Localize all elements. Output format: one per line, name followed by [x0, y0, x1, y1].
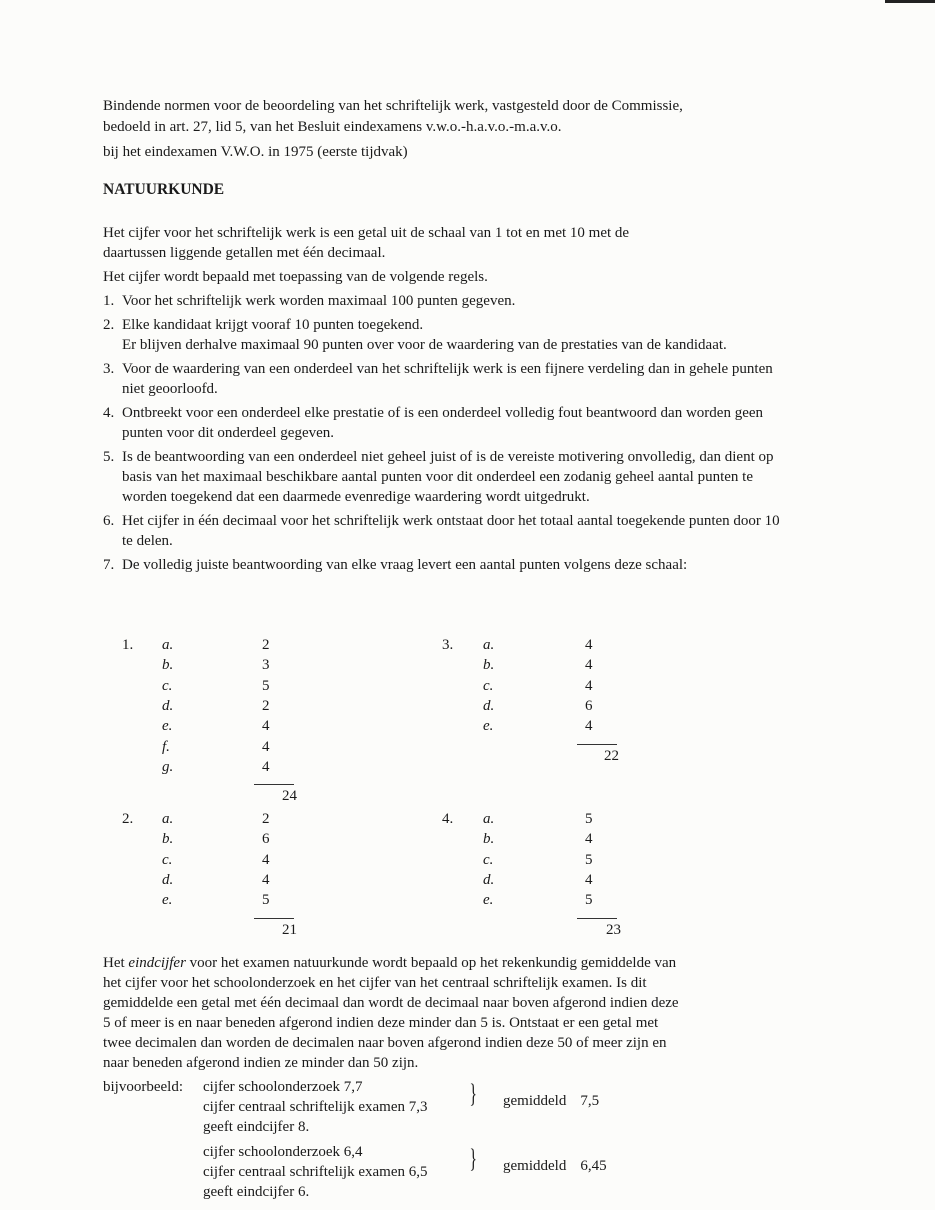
example-2 — [203, 1142, 427, 1202]
conclusion-line-5: twee decimalen dan worden de decimalen naar boven afgerond indien deze 50 of meer zijn en — [103, 1035, 667, 1051]
conclusion-line-1 — [103, 953, 773, 973]
rule-text: Er blijven derhalve maximaal 90 punten over voor de waardering van de prestaties van de kandidaat. — [122, 337, 727, 353]
intro-paragraph — [103, 223, 793, 263]
rules-section — [103, 223, 793, 579]
part-letter: d. — [162, 697, 174, 714]
part-letter: b. — [162, 657, 174, 674]
rule-number: 6. — [103, 513, 115, 529]
question-total: 22 — [604, 747, 619, 764]
part-points: 2 — [262, 811, 270, 827]
rule-item — [103, 403, 793, 443]
sum-line — [254, 918, 294, 919]
rule-number: 4. — [103, 405, 115, 421]
part-letter: a. — [483, 637, 495, 653]
part-letter: c. — [162, 677, 173, 694]
part-points: 5 — [262, 892, 270, 909]
rule-item — [103, 291, 793, 311]
part-points: 5 — [262, 677, 270, 694]
rules-intro: Het cijfer wordt bepaald met toepassing van de volgende regels. — [103, 269, 488, 285]
part-letter: c. — [162, 851, 173, 868]
conclusion-line-2: het cijfer voor het schoolonderzoek en het cijfer van het centraal schriftelijk examen. Is dit — [103, 975, 647, 991]
part-letter: e. — [162, 718, 173, 735]
part-points: 4 — [585, 871, 593, 888]
part-letter: d. — [483, 697, 495, 714]
question-number: 4. — [442, 811, 454, 827]
part-letter: b. — [483, 831, 495, 848]
part-points: 2 — [262, 637, 270, 653]
scan-edge-mark — [885, 0, 935, 3]
sum-line — [577, 744, 617, 745]
intro-line-b: daartussen liggende getallen met één decimaal. — [103, 245, 386, 261]
part-letter: d. — [162, 871, 174, 888]
example-1-central: cijfer centraal schriftelijk examen 7,3 — [203, 1099, 428, 1115]
example-1-avg-label: gemiddeld — [503, 1093, 567, 1109]
part-letter: c. — [483, 851, 494, 868]
example-2-central: cijfer centraal schriftelijk examen 6,5 — [203, 1164, 428, 1180]
part-letter: b. — [483, 657, 495, 674]
part-points: 4 — [262, 738, 270, 755]
header-line-1: Bindende normen voor de beoordeling van het schriftelijk werk, vastgesteld door de Commissie, — [103, 98, 683, 114]
conclusion-line-6: naar beneden afgerond indien ze minder dan 50 zijn. — [103, 1055, 419, 1071]
rule-text: Elke kandidaat krijgt vooraf 10 punten toegekend. — [122, 317, 424, 333]
emphasis-eindcijfer: eindcijfer — [128, 955, 186, 971]
part-points: 6 — [262, 831, 270, 848]
part-points: 4 — [262, 758, 270, 775]
question-total: 21 — [282, 921, 297, 938]
example-2-avg-value: 6,45 — [580, 1158, 607, 1174]
part-points: 4 — [585, 677, 593, 694]
example-label: bijvoorbeeld: — [103, 1079, 183, 1095]
example-1-brace: } — [469, 1079, 477, 1108]
part-letter: g. — [162, 758, 174, 775]
rule-text: Het cijfer in één decimaal voor het schriftelijk werk ontstaat door het totaal aantal toegekende punten door 10 te delen. — [122, 513, 780, 549]
header-line-2: bedoeld in art. 27, lid 5, van het Besluit eindexamens v.w.o.-h.a.v.o.-m.a.v.o. — [103, 119, 562, 135]
sum-line — [577, 918, 617, 919]
rule-item — [103, 511, 793, 551]
example-1-average — [503, 1091, 599, 1111]
example-2-avg-label: gemiddeld — [503, 1158, 567, 1174]
rule-number: 7. — [103, 557, 115, 573]
rule-number: 2. — [103, 317, 115, 333]
rule-text: De volledig juiste beantwoording van elke vraag levert een aantal punten volgens deze schaal: — [122, 557, 688, 573]
conclusion-line-3: gemiddelde een getal met één decimaal dan wordt de decimaal naar boven afgerond indien deze — [103, 995, 679, 1011]
part-letter: a. — [162, 637, 174, 653]
conclusion-line-1-start: Het — [103, 955, 129, 971]
part-points: 4 — [262, 871, 270, 888]
part-points: 4 — [585, 637, 593, 653]
rule-number: 1. — [103, 293, 115, 309]
part-letter: f. — [162, 738, 170, 755]
rule-text: Ontbreekt voor een onderdeel elke prestatie of is een onderdeel volledig fout beantwoord dan worden geen punten voor dit onderdeel gegeven. — [122, 405, 764, 441]
question-total: 24 — [282, 788, 297, 805]
example-2-average — [503, 1156, 607, 1176]
part-letter: b. — [162, 831, 174, 848]
rule-item — [103, 315, 793, 355]
example-2-brace: } — [469, 1144, 477, 1173]
part-points: 5 — [585, 811, 593, 827]
part-letter: d. — [483, 871, 495, 888]
part-points: 5 — [585, 851, 593, 868]
part-points: 2 — [262, 697, 270, 714]
part-letter: e. — [483, 718, 494, 735]
part-points: 6 — [585, 697, 593, 714]
rule-item — [103, 359, 793, 399]
rules-list — [103, 291, 793, 575]
part-letter: c. — [483, 677, 494, 694]
example-2-result: geeft eindcijfer 6. — [203, 1184, 310, 1200]
example-1-school: cijfer schoolonderzoek 7,7 — [203, 1079, 363, 1095]
rule-text: Voor de waardering van een onderdeel van het schriftelijk werk is een fijnere verdeling dan in gehele punten niet geoorloofd. — [122, 361, 773, 397]
question-total: 23 — [606, 921, 621, 938]
intro-line-a: Het cijfer voor het schriftelijk werk is een getal uit de schaal van 1 tot en met 10 met de — [103, 225, 630, 241]
rule-item — [103, 447, 793, 507]
part-letter: e. — [483, 892, 494, 909]
rule-number: 3. — [103, 361, 115, 377]
header-line-3: bij het eindexamen V.W.O. in 1975 (eerste tijdvak) — [103, 144, 408, 160]
document-header — [103, 96, 803, 163]
question-number: 1. — [122, 637, 134, 653]
example-1 — [203, 1077, 427, 1137]
conclusion-paragraph — [103, 953, 773, 1073]
question-number: 2. — [122, 811, 134, 827]
part-points: 4 — [585, 657, 593, 674]
conclusion-line-1-end: voor het examen natuurkunde wordt bepaald op het rekenkundig gemiddelde van — [185, 955, 677, 971]
part-points: 4 — [585, 831, 593, 848]
example-1-avg-value: 7,5 — [580, 1093, 600, 1109]
rule-text: Is de beantwoording van een onderdeel niet geheel juist of is de vereiste motivering onvolledig, dan dient op basis van het maximaal beschikbare aantal punten voor dit onderdeel een zodanig geheel aantal punten te worden toegekend dat een daarmede evenredige waardering wordt uitgedrukt. — [122, 449, 774, 505]
part-letter: a. — [483, 811, 495, 827]
part-points: 4 — [262, 851, 270, 868]
conclusion-line-4: 5 of meer is en naar beneden afgerond indien deze minder dan 5 is. Ontstaat er een getal met — [103, 1015, 659, 1031]
part-letter: a. — [162, 811, 174, 827]
question-number: 3. — [442, 637, 454, 653]
part-points: 4 — [262, 718, 270, 735]
rule-item — [103, 555, 793, 575]
part-points: 3 — [262, 657, 270, 674]
part-points: 5 — [585, 892, 593, 909]
rule-number: 5. — [103, 449, 115, 465]
example-1-result: geeft eindcijfer 8. — [203, 1119, 310, 1135]
rule-text: Voor het schriftelijk werk worden maximaal 100 punten gegeven. — [122, 293, 516, 309]
example-2-school: cijfer schoolonderzoek 6,4 — [203, 1144, 363, 1160]
sum-line — [254, 784, 294, 785]
part-letter: e. — [162, 892, 173, 909]
page-title: NATUURKUNDE — [103, 181, 225, 198]
part-points: 4 — [585, 718, 593, 735]
